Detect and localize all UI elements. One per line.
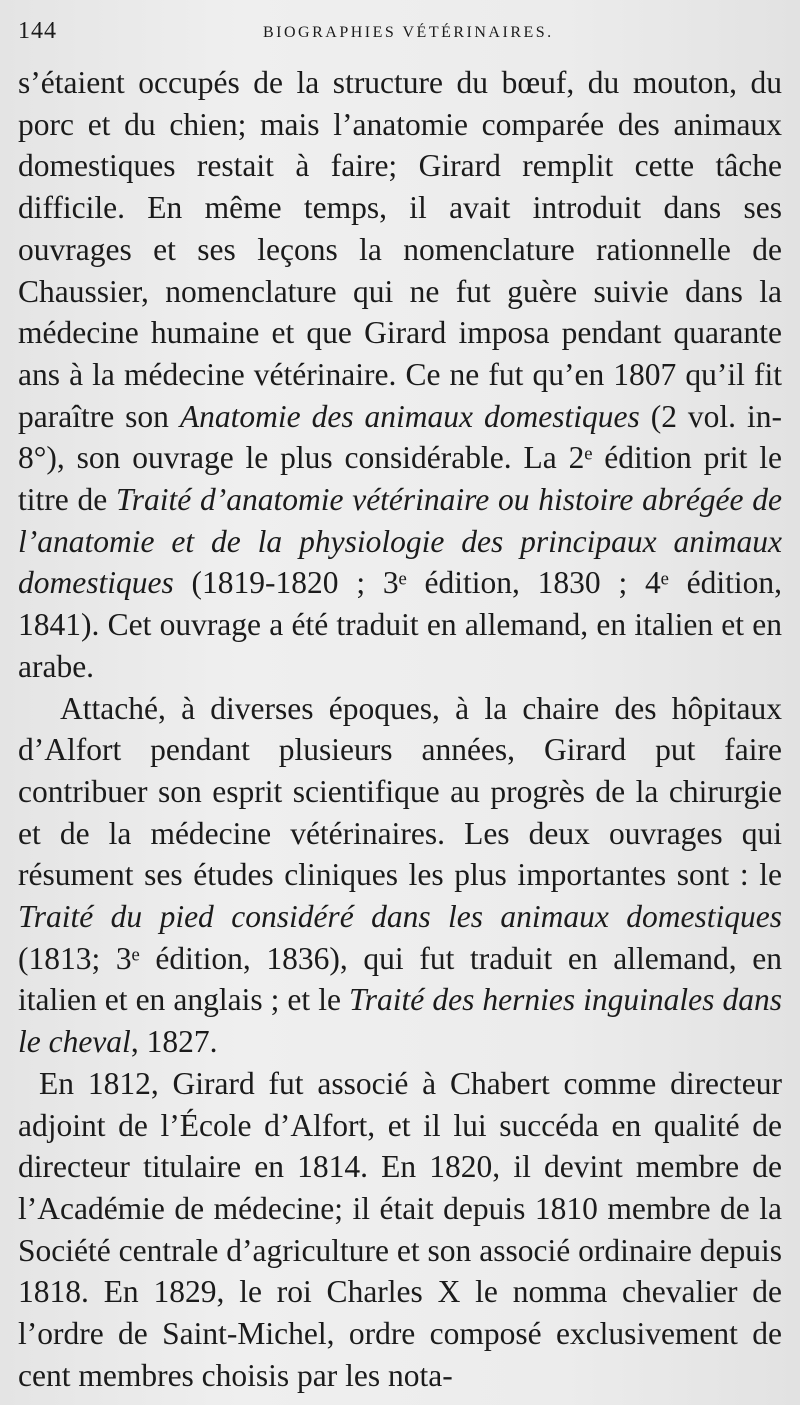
running-title: BIOGRAPHIES VÉTÉRINAIRES. <box>263 24 554 41</box>
book-title-italic: Traité des hernies inguinales dans le cheval <box>18 982 782 1060</box>
text-run: (1813; 3ᵉ édition, 1836), qui fut traduit en allemand, en italien et en anglais ; et le <box>18 940 782 1018</box>
text-run: Attaché, à diverses époques, à la chaire des hôpitaux d’Alfort pendant plusieurs années, Girard put faire contribuer son esprit scientifique au progrès de la chirurgie et de la médecine vétérinaires. Les deux ouvrages qui résument ses études cliniques les plus importantes sont : le <box>18 690 782 893</box>
text-run: s’étaient occupés de la structure du bœuf, du mouton, du porc et du chien; mais l’anatomie comparée des animaux domestiques restait à faire; Girard remplit cette tâche difficile. En même temps, il avait introduit dans ses ouvrages et ses leçons la nomenclature rationnelle de Chaussier, nomenclature qui ne fut guère suivie dans la médecine humaine et que Girard imposa pendant quarante ans à la médecine vétérinaire. Ce ne fut qu’en 1807 qu’il fit paraître son <box>18 65 782 434</box>
book-title-italic: Anatomie des animaux domestiques <box>179 398 640 434</box>
body-text <box>18 62 782 1397</box>
book-title-italic: Traité du pied considéré dans les animaux domestiques <box>18 899 782 935</box>
book-title-italic: Traité d’anatomie vétérinaire ou histoire abrégée de l’anatomie et de la physiologie des principaux animaux domestiques <box>18 482 782 601</box>
paragraph <box>18 1063 782 1397</box>
running-head <box>18 18 782 48</box>
paragraph-continued <box>18 62 782 688</box>
page-number: 144 <box>18 18 57 44</box>
text-run: , 1827. <box>130 1024 218 1060</box>
paragraph <box>18 688 782 1063</box>
text-run: (2 vol. in-8°), son ouvrage le plus considérable. La 2ᵉ édition prit le titre de <box>18 398 783 518</box>
text-run: (1819-1820 ; 3ᵉ édition, 1830 ; 4ᵉ édition, 1841). Cet ouvrage a été traduit en allemand, en italien et en arabe. <box>18 565 782 684</box>
text-run: En 1812, Girard fut associé à Chabert comme directeur adjoint de l’École d’Alfort, et il lui succéda en qualité de directeur titulaire en 1814. En 1820, il devint membre de l’Académie de médecine; il était depuis 1810 membre de la Société centrale d’agriculture et son associé ordinaire depuis 1818. En 1829, le roi Charles X le nomma chevalier de l’ordre de Saint-Michel, ordre composé exclusivement de cent membres choisis par les nota- <box>18 1065 782 1393</box>
